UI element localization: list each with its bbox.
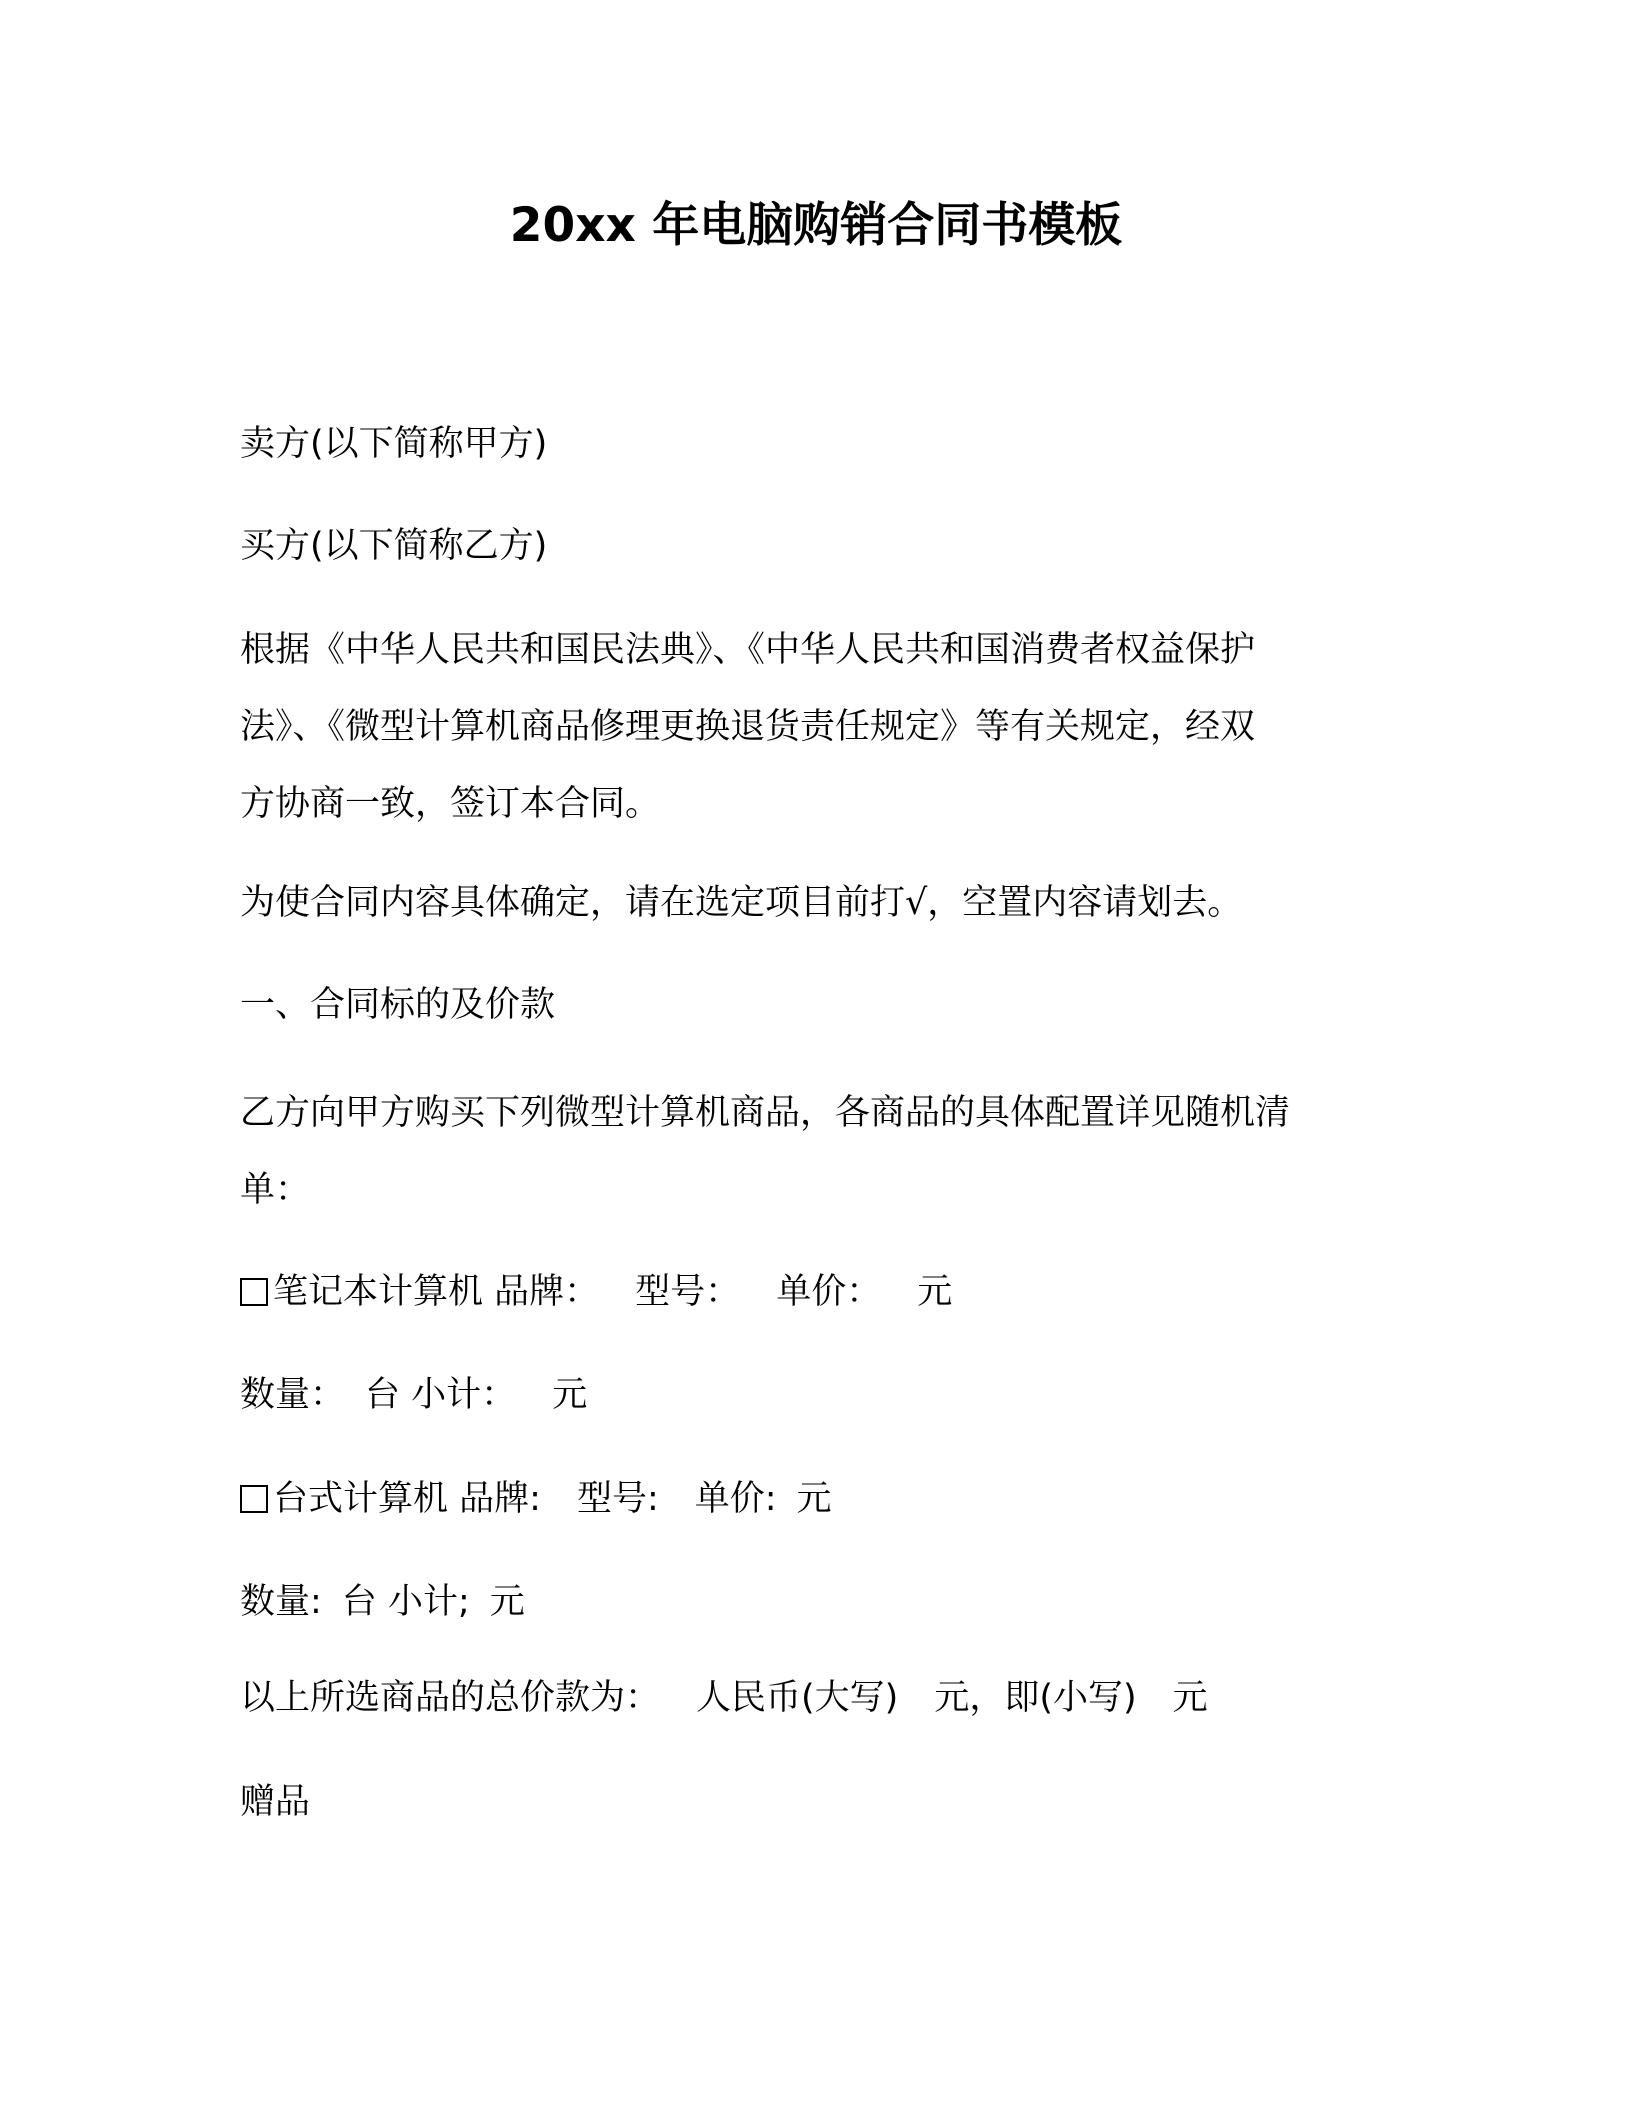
laptop-brand-label: 品牌：: [494, 1272, 600, 1312]
laptop-subtotal-currency: 元: [552, 1375, 588, 1415]
seller-line: 卖方(以下简称甲方): [240, 424, 548, 464]
total-yuan-comma: 元，即(小写): [934, 1678, 1137, 1718]
desktop-quantity-line: [240, 1578, 1390, 1626]
preamble-line: 根据《中华人民共和国民法典》、《中华人民共和国消费者权益保护: [240, 630, 1256, 670]
preamble-paragraph: [240, 612, 1360, 843]
gift-line: 赠品: [240, 1782, 311, 1822]
desktop-line: [240, 1475, 1390, 1523]
laptop-line: [240, 1268, 1390, 1316]
total-price-line: [240, 1674, 1390, 1722]
total-rmb-upper: 人民币(大写): [696, 1678, 899, 1718]
laptop-quantity-line: [240, 1371, 1390, 1419]
document-title: 20xx 年电脑购销合同书模板: [509, 198, 1123, 253]
laptop-quantity-label: 数量：: [240, 1375, 346, 1415]
buyer-line: 买方(以下简称乙方): [240, 526, 548, 566]
preamble-line: 方协商一致，签订本合同。: [240, 784, 661, 824]
purchase-line: 乙方向甲方购买下列微型计算机商品，各商品的具体配置详见随机清: [240, 1093, 1291, 1133]
laptop-label: 笔记本计算机: [273, 1272, 484, 1312]
purchase-line: 单：: [240, 1170, 311, 1210]
purchase-paragraph: [240, 1075, 1360, 1229]
laptop-checkbox[interactable]: [240, 1278, 268, 1306]
laptop-model-label: 型号：: [635, 1272, 741, 1312]
instruction-line: 为使合同内容具体确定，请在选定项目前打√，空置内容请划去。: [240, 883, 1243, 923]
desktop-unit-price-label: 单价:: [694, 1479, 777, 1519]
desktop-unit: 台: [341, 1582, 377, 1622]
laptop-currency: 元: [917, 1272, 953, 1312]
laptop-unit-price-label: 单价：: [776, 1272, 882, 1312]
total-label: 以上所选商品的总价款为：: [240, 1678, 661, 1718]
laptop-subtotal-label: 小计：: [411, 1375, 517, 1415]
laptop-unit: 台: [365, 1375, 401, 1415]
desktop-currency: 元: [796, 1479, 832, 1519]
desktop-model-label: 型号:: [576, 1479, 659, 1519]
desktop-quantity-label: 数量:: [240, 1582, 322, 1622]
desktop-subtotal-label: 小计;: [387, 1582, 470, 1622]
desktop-brand-label: 品牌:: [459, 1479, 541, 1519]
desktop-label: 台式计算机: [273, 1479, 449, 1519]
section-heading: 一、合同标的及价款: [240, 985, 556, 1025]
desktop-checkbox[interactable]: [240, 1485, 268, 1513]
desktop-subtotal-currency: 元: [489, 1582, 525, 1622]
total-yuan: 元: [1172, 1678, 1208, 1718]
preamble-line: 法》、《微型计算机商品修理更换退货责任规定》等有关规定，经双: [240, 707, 1256, 747]
